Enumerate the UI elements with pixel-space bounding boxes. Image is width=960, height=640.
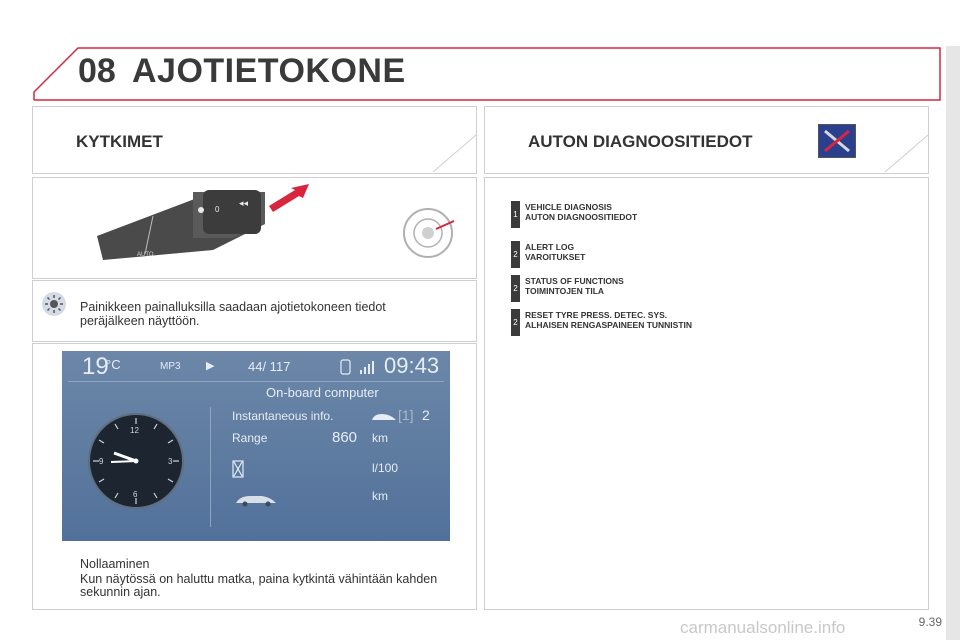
tip-text: Painikkeen painalluksilla saadaan ajotietokoneen tiedot peräjälkeen näyttöön. [80, 300, 386, 328]
screen-page-indicator-1: [1] [398, 407, 414, 423]
car-side-icon [234, 491, 278, 507]
fuel-pump-icon [232, 459, 248, 479]
diag-level-badge: 2 [511, 275, 520, 302]
diagnosis-heading: AUTON DIAGNOOSITIEDOT [528, 132, 753, 151]
screen-distance-unit: km [372, 489, 388, 503]
steering-wheel-icon [398, 203, 458, 263]
reset-text: Kun näytössä on haluttu matka, paina kytkintä vähintään kahden sekunnin ajan. [80, 572, 438, 599]
diag-item-label-fi: TOIMINTOJEN TILA [525, 286, 605, 296]
chapter-number: 08 [78, 52, 116, 90]
page-edge-strip [946, 46, 960, 640]
clock-number-9: 9 [99, 457, 104, 466]
screen-temperature: 19 [82, 353, 109, 380]
screen-divider [68, 381, 444, 382]
diag-item-label-fi: AUTON DIAGNOOSITIEDOT [525, 212, 638, 222]
diag-item-label-en: STATUS OF FUNCTIONS [525, 276, 624, 286]
diag-item-label-en: VEHICLE DIAGNOSIS [525, 202, 612, 212]
stalk-auto-label: AUTO [137, 252, 154, 258]
svg-text:0: 0 [215, 205, 220, 214]
play-icon: ▶ [206, 360, 215, 372]
diag-level-badge: 2 [511, 309, 520, 336]
screen-source: MP3 [160, 361, 181, 372]
screen-vertical-divider [210, 407, 211, 527]
clock-number-3: 3 [168, 457, 173, 466]
screen-consumption-unit: l/100 [372, 461, 399, 475]
diag-level-badge: 1 [511, 201, 520, 228]
screen-range-value: 860 [332, 429, 358, 446]
screen-title: On-board computer [266, 385, 379, 400]
svg-text:◂◂: ◂◂ [239, 198, 249, 208]
screen-page-indicator-2: 2 [422, 407, 430, 423]
car-icon [370, 411, 398, 423]
page-number: 9.39 [918, 615, 942, 629]
watermark: carmanualsonline.info [680, 618, 846, 637]
chapter-title: AJOTIETOKONE [132, 52, 406, 90]
clock-number-6: 6 [133, 490, 138, 499]
screen-instantaneous-label: Instantaneous info. [232, 409, 334, 423]
diag-item-label-fi: ALHAISEN RENGASPAINEEN TUNNISTIN [525, 320, 693, 330]
phone-icon [340, 359, 352, 375]
diag-level-badge: 2 [511, 241, 520, 268]
diagnosis-tools-icon [818, 124, 856, 158]
diag-item-label-fi: VAROITUKSET [525, 252, 586, 262]
switches-heading: KYTKIMET [76, 132, 163, 151]
reset-title: Nollaaminen [80, 557, 150, 571]
screen-track: 44/ 117 [248, 359, 291, 374]
signal-icon [360, 359, 378, 375]
diag-item-label-en: RESET TYRE PRESS. DETEC. SYS. [525, 310, 668, 320]
screen-time: 09:43 [384, 353, 440, 378]
sun-icon [42, 292, 66, 316]
stalk-panel [32, 177, 477, 279]
screen-range-label: Range [232, 431, 268, 445]
screen-temperature-unit: °C [106, 357, 121, 372]
screen-range-unit: km [372, 431, 388, 445]
analog-clock [86, 411, 186, 511]
clock-number-12: 12 [130, 426, 139, 435]
onboard-display [62, 351, 450, 541]
diag-item-label-en: ALERT LOG [525, 242, 575, 252]
